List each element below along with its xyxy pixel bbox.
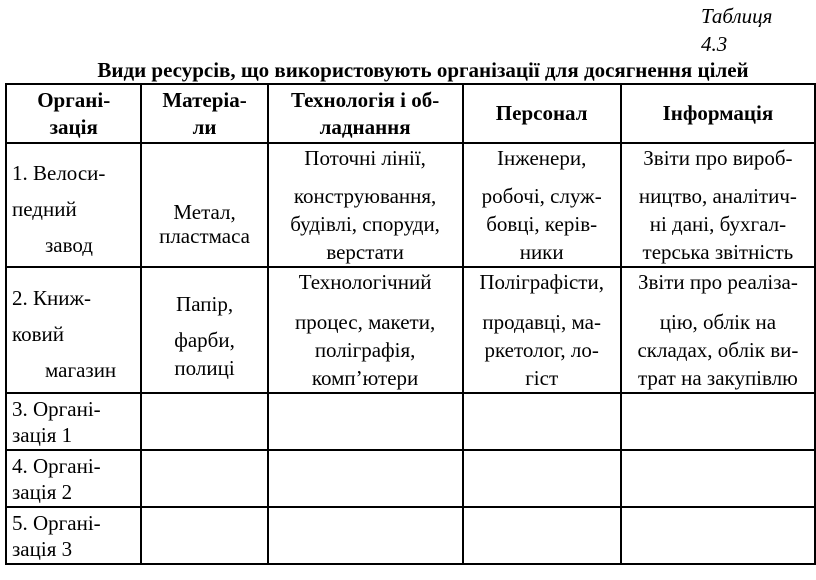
cell-organization	[6, 267, 141, 393]
technology-line-2: конструювання,	[293, 184, 437, 208]
technology-line-4: комп’ютери	[311, 366, 419, 390]
technology-line-4: верстати	[326, 240, 404, 264]
table-row	[6, 450, 815, 507]
header-information-line-1: Інформація	[662, 101, 774, 125]
org-line-1: 1. Велоси-	[12, 161, 106, 185]
personnel-line-2: робочі, служ-	[481, 184, 602, 208]
cell-personnel	[463, 393, 621, 450]
personnel-line-1: Інженери,	[497, 146, 587, 170]
org-line-1: 3. Органі-	[12, 396, 101, 421]
personnel-line-3: ркетолог, ло-	[484, 338, 599, 362]
table-row	[6, 507, 815, 564]
header-materials	[141, 84, 267, 143]
technology-line-2: процес, макети,	[294, 310, 436, 334]
cell-technology	[268, 507, 463, 564]
technology-line-3: будівлі, споруди,	[290, 212, 440, 236]
information-line-1: Звіти про вироб-	[643, 146, 793, 170]
org-line-3: магазин	[45, 358, 117, 382]
cell-information	[621, 507, 815, 564]
header-technology-line-2: ладнання	[319, 114, 411, 139]
personnel-line-3: бовці, керів-	[486, 212, 598, 236]
header-materials-line-2: ли	[192, 114, 217, 139]
cell-organization	[6, 507, 141, 564]
materials-line-3: полиці	[174, 356, 235, 380]
personnel-line-4: ники	[519, 240, 564, 264]
header-row	[6, 84, 815, 143]
cell-technology	[268, 143, 463, 267]
cell-technology	[268, 393, 463, 450]
header-materials-line-1: Матеріа-	[162, 87, 247, 112]
cell-organization	[6, 393, 141, 450]
personnel-line-1: Поліграфісти,	[479, 270, 604, 294]
technology-line-3: поліграфія,	[314, 338, 416, 362]
org-line-3: завод	[45, 233, 93, 257]
cell-personnel	[463, 507, 621, 564]
cell-information	[621, 267, 815, 393]
cell-technology	[268, 450, 463, 507]
cell-materials	[141, 267, 267, 393]
table-row	[6, 143, 815, 267]
information-line-3: ні дані, бухгал-	[649, 212, 787, 236]
header-technology	[268, 84, 463, 143]
materials-line-2: фарби,	[174, 328, 235, 352]
org-line-2: педний	[12, 197, 77, 221]
cell-materials	[141, 450, 267, 507]
cell-organization	[6, 143, 141, 267]
org-line-2: ковий	[12, 322, 65, 346]
header-organization	[6, 84, 141, 143]
information-line-4: терська звітність	[642, 240, 794, 264]
cell-information	[621, 393, 815, 450]
org-line-1: 2. Книж-	[12, 286, 91, 310]
table-title: Види ресурсів, що використовують організації для досягнення цілей	[97, 58, 749, 82]
information-line-3: складах, облік ви-	[637, 338, 799, 362]
information-line-2: цію, облік на	[659, 310, 777, 334]
header-organization-line-2: зація	[49, 114, 98, 139]
information-line-1: Звіти про реаліза-	[637, 270, 798, 294]
table-row	[6, 267, 815, 393]
header-personnel	[463, 84, 621, 143]
org-line-2: зація 2	[12, 479, 73, 504]
org-line-1: 4. Органі-	[12, 453, 101, 478]
personnel-line-4: гіст	[525, 366, 559, 390]
personnel-line-2: продавці, ма-	[482, 310, 601, 334]
header-organization-line-1: Органі-	[37, 87, 111, 112]
cell-materials	[141, 393, 267, 450]
cell-materials	[141, 143, 267, 267]
cell-organization	[6, 450, 141, 507]
technology-line-1: Технологічний	[298, 270, 432, 294]
information-line-4: трат на закупівлю	[637, 366, 798, 390]
materials-line-2: пластмаса	[159, 223, 250, 248]
org-line-2: зація 3	[12, 536, 73, 561]
org-line-1: 5. Органі-	[12, 510, 101, 535]
cell-information	[621, 450, 815, 507]
cell-materials	[141, 507, 267, 564]
caption-line-2: 4.3	[701, 32, 728, 56]
information-line-2: ництво, аналітич-	[638, 184, 797, 208]
cell-technology	[268, 267, 463, 393]
table-row	[6, 393, 815, 450]
header-technology-line-1: Технологія і об-	[290, 87, 440, 112]
cell-personnel	[463, 267, 621, 393]
cell-information	[621, 143, 815, 267]
materials-line-1: Папір,	[176, 292, 234, 316]
materials-line-1: Метал,	[173, 199, 236, 224]
org-line-2: зація 1	[12, 422, 73, 447]
header-information	[621, 84, 815, 143]
cell-personnel	[463, 143, 621, 267]
table-caption	[701, 2, 801, 58]
cell-personnel	[463, 450, 621, 507]
technology-line-1: Поточні лінії,	[304, 146, 426, 170]
caption-line-1: Таблиця	[701, 4, 773, 28]
header-personnel-line-1: Персонал	[495, 101, 588, 125]
resources-table	[5, 83, 816, 565]
